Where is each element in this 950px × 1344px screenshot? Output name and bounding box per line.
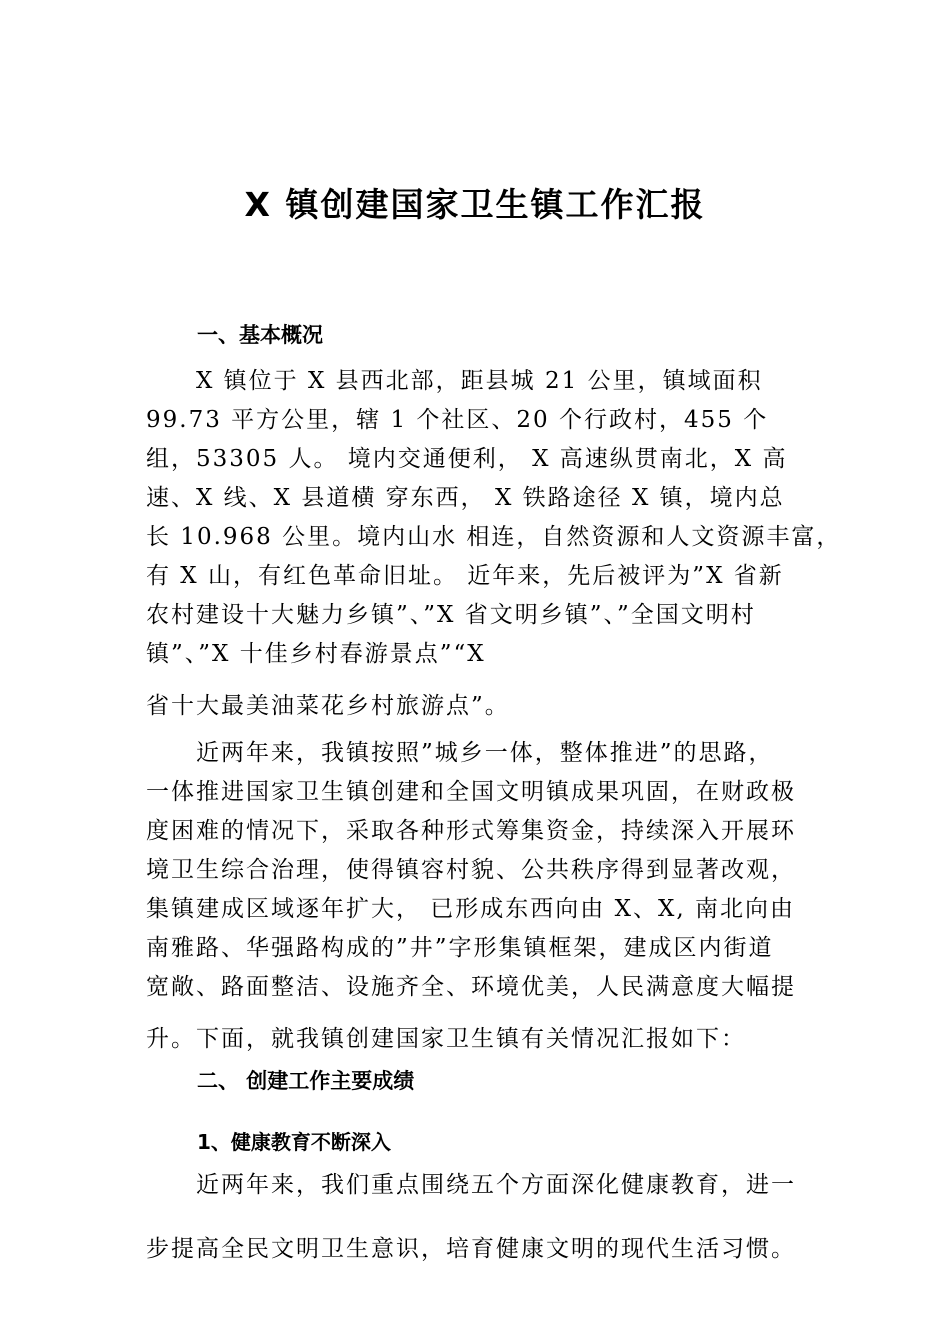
paragraph-line: 99.73 平方公里，辖 1 个社区、20 个行政村，455 个 <box>146 407 769 433</box>
subsection-heading-health-education: 1、健康教育不断深入 <box>197 1130 391 1154</box>
paragraph-line: 速、X 线、X 县道横 穿东西， X 铁路途径 X 镇，境内总 <box>146 485 785 511</box>
document-title: X 镇创建国家卫生镇工作汇报 <box>244 185 706 224</box>
paragraph-line: 农村建设十大魅力乡镇”、”X 省文明乡镇”、”全国文明村 <box>146 602 756 628</box>
paragraph-line: 度困难的情况下，采取各种形式筹集资金，持续深入开展环 <box>146 818 796 844</box>
paragraph-line: 镇”、”X 十佳乡村春游景点”“X <box>146 641 486 667</box>
paragraph-line: 一体推进国家卫生镇创建和全国文明镇成果巩固，在财政极 <box>146 779 796 805</box>
paragraph-line: 步提高全民文明卫生意识，培育健康文明的现代生活习惯。 <box>146 1236 796 1262</box>
paragraph-line: 境卫生综合治理，使得镇容村貌、公共秩序得到显著改观， <box>146 857 796 883</box>
paragraph-line: 长 10.968 公里。境内山水 相连，自然资源和人文资源丰富， <box>146 524 842 550</box>
paragraph-line: 宽敞、路面整洁、设施齐全、环境优美，人民满意度大幅提 <box>146 974 796 1000</box>
paragraph-line: 升。下面，就我镇创建国家卫生镇有关情况汇报如下： <box>146 1026 746 1052</box>
paragraph-line: 有 X 山，有红色革命旧址。 近年来，先后被评为”X 省新 <box>146 563 784 589</box>
paragraph-line: 近两年来，我镇按照”城乡一体，整体推进”的思路， <box>196 740 774 766</box>
paragraph-line: 集镇建成区域逐年扩大， 已形成东西向由 X、X, 南北向由 <box>146 896 795 922</box>
paragraph-line: X 镇位于 X 县西北部，距县城 21 公里，镇域面积 <box>196 368 763 394</box>
paragraph-line: 省十大最美油菜花乡村旅游点”。 <box>146 693 510 719</box>
section-heading-main-achievements: 二、 创建工作主要成绩 <box>197 1069 415 1093</box>
paragraph-line: 近两年来，我们重点围绕五个方面深化健康教育，进一 <box>196 1172 796 1198</box>
paragraph-line: 组，53305 人。 境内交通便利， X 高速纵贯南北，X 高 <box>146 446 788 472</box>
section-heading-basic-overview: 一、基本概况 <box>197 323 323 347</box>
paragraph-line: 南雅路、华强路构成的”井”字形集镇框架，建成区内街道 <box>146 935 774 961</box>
